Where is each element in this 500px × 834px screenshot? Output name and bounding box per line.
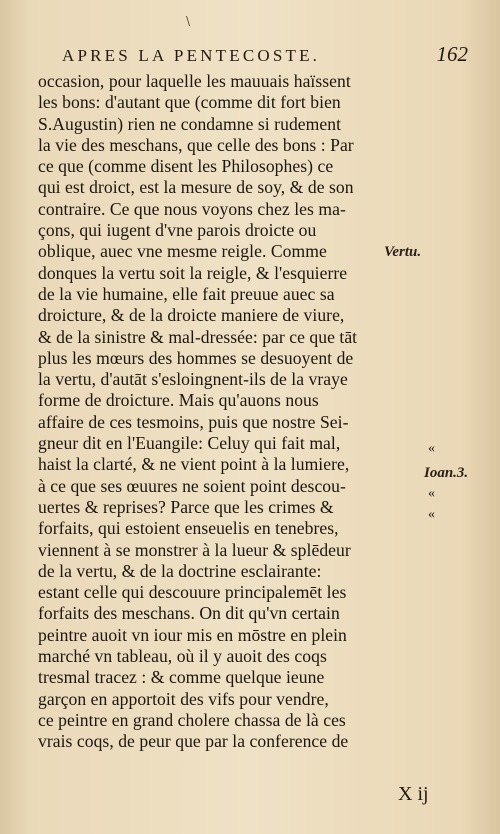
text-line: ce peintre en grand cholere chassa de là ces (38, 709, 346, 730)
text-line: contraire. Ce que nous voyons chez les ma- (38, 198, 346, 219)
text-line: & de la sinistre & mal-dressée: par ce que tāt (38, 326, 358, 347)
running-title: APRES LA PENTECOSTE. (62, 46, 321, 65)
text-line: droicture, & de la droicte maniere de viure, (38, 305, 345, 326)
margin-note-vertu: Vertu. (384, 244, 422, 260)
text-line: occasion, pour laquelle les mauuais haïssent (38, 71, 351, 91)
text-line: oblique, auec vne mesme reigle. Comme (38, 241, 327, 262)
text-line: plus les mœurs des hommes se desuoyent de (38, 347, 354, 368)
text-line: marché vn tableau, où il y auoit des coqs (38, 646, 327, 667)
text-line: donques la vertu soit la reigle, & l'esquierre (38, 262, 348, 283)
text-line: haist la clarté, & ne vient point à la lumiere, (38, 454, 350, 475)
body-text (38, 71, 418, 753)
margin-quote-mark: « (428, 441, 435, 456)
text-line: ce que (comme disent les Philosophes) ce (38, 156, 334, 177)
text-line: la vie des meschans, que celle des bons : Par (38, 134, 354, 155)
text-line: affaire de ces tesmoins, puis que nostre Sei- (38, 411, 349, 432)
text-line: forfaits des meschans. On dit qu'vn certain (38, 603, 340, 624)
text-line: tresmal tracez : & comme quelque ieune (38, 667, 325, 688)
text-line: qui est droict, est la mesure de soy, & de son (38, 177, 354, 198)
margin-quote-mark: « (428, 507, 435, 522)
text-line: viennent à se monstrer à la lueur & splēdeur (38, 539, 351, 560)
text-line: la vertu, d'autāt s'esloingnent-ils de la vraye (38, 369, 348, 390)
text-line: de la vertu, & de la doctrine esclairante: (38, 560, 322, 581)
text-line: gneur dit en l'Euangile: Celuy qui fait mal, (38, 433, 341, 454)
top-tick-mark: \ (186, 14, 191, 28)
text-line: uertes & reprises? Parce que les crimes & (38, 496, 334, 517)
text-line: vrais coqs, de peur que par la conference de (38, 731, 349, 752)
margin-note-ioan: Ioan.3. (424, 465, 469, 481)
text-line: de la vie humaine, elle fait preuue auec sa (38, 283, 335, 304)
page-number: 162 (436, 42, 468, 66)
text-line: garçon en apportoit des vifs pour vendre, (38, 688, 329, 709)
margin-quote-mark: « (428, 486, 435, 501)
text-line: à ce que ses œuures ne soient point descou- (38, 475, 346, 496)
text-line: çons, qui iugent d'vne parois droicte ou (38, 220, 317, 241)
text-line: forme de droicture. Mais qu'auons nous (38, 390, 319, 411)
text-line: estant celle qui descouure principalemēt les (38, 582, 347, 603)
signature-mark: X ij (398, 783, 429, 805)
page-header (62, 42, 472, 68)
text-line: peintre auoit vn iour mis en mōstre en plein (38, 624, 347, 645)
text-line: S.Augustin) rien ne condamne si rudement (38, 113, 342, 134)
text-line: forfaits, qui estoient enseuelis en tenebres, (38, 518, 339, 539)
text-line: les bons: d'autant que (comme dit fort bien (38, 92, 341, 113)
